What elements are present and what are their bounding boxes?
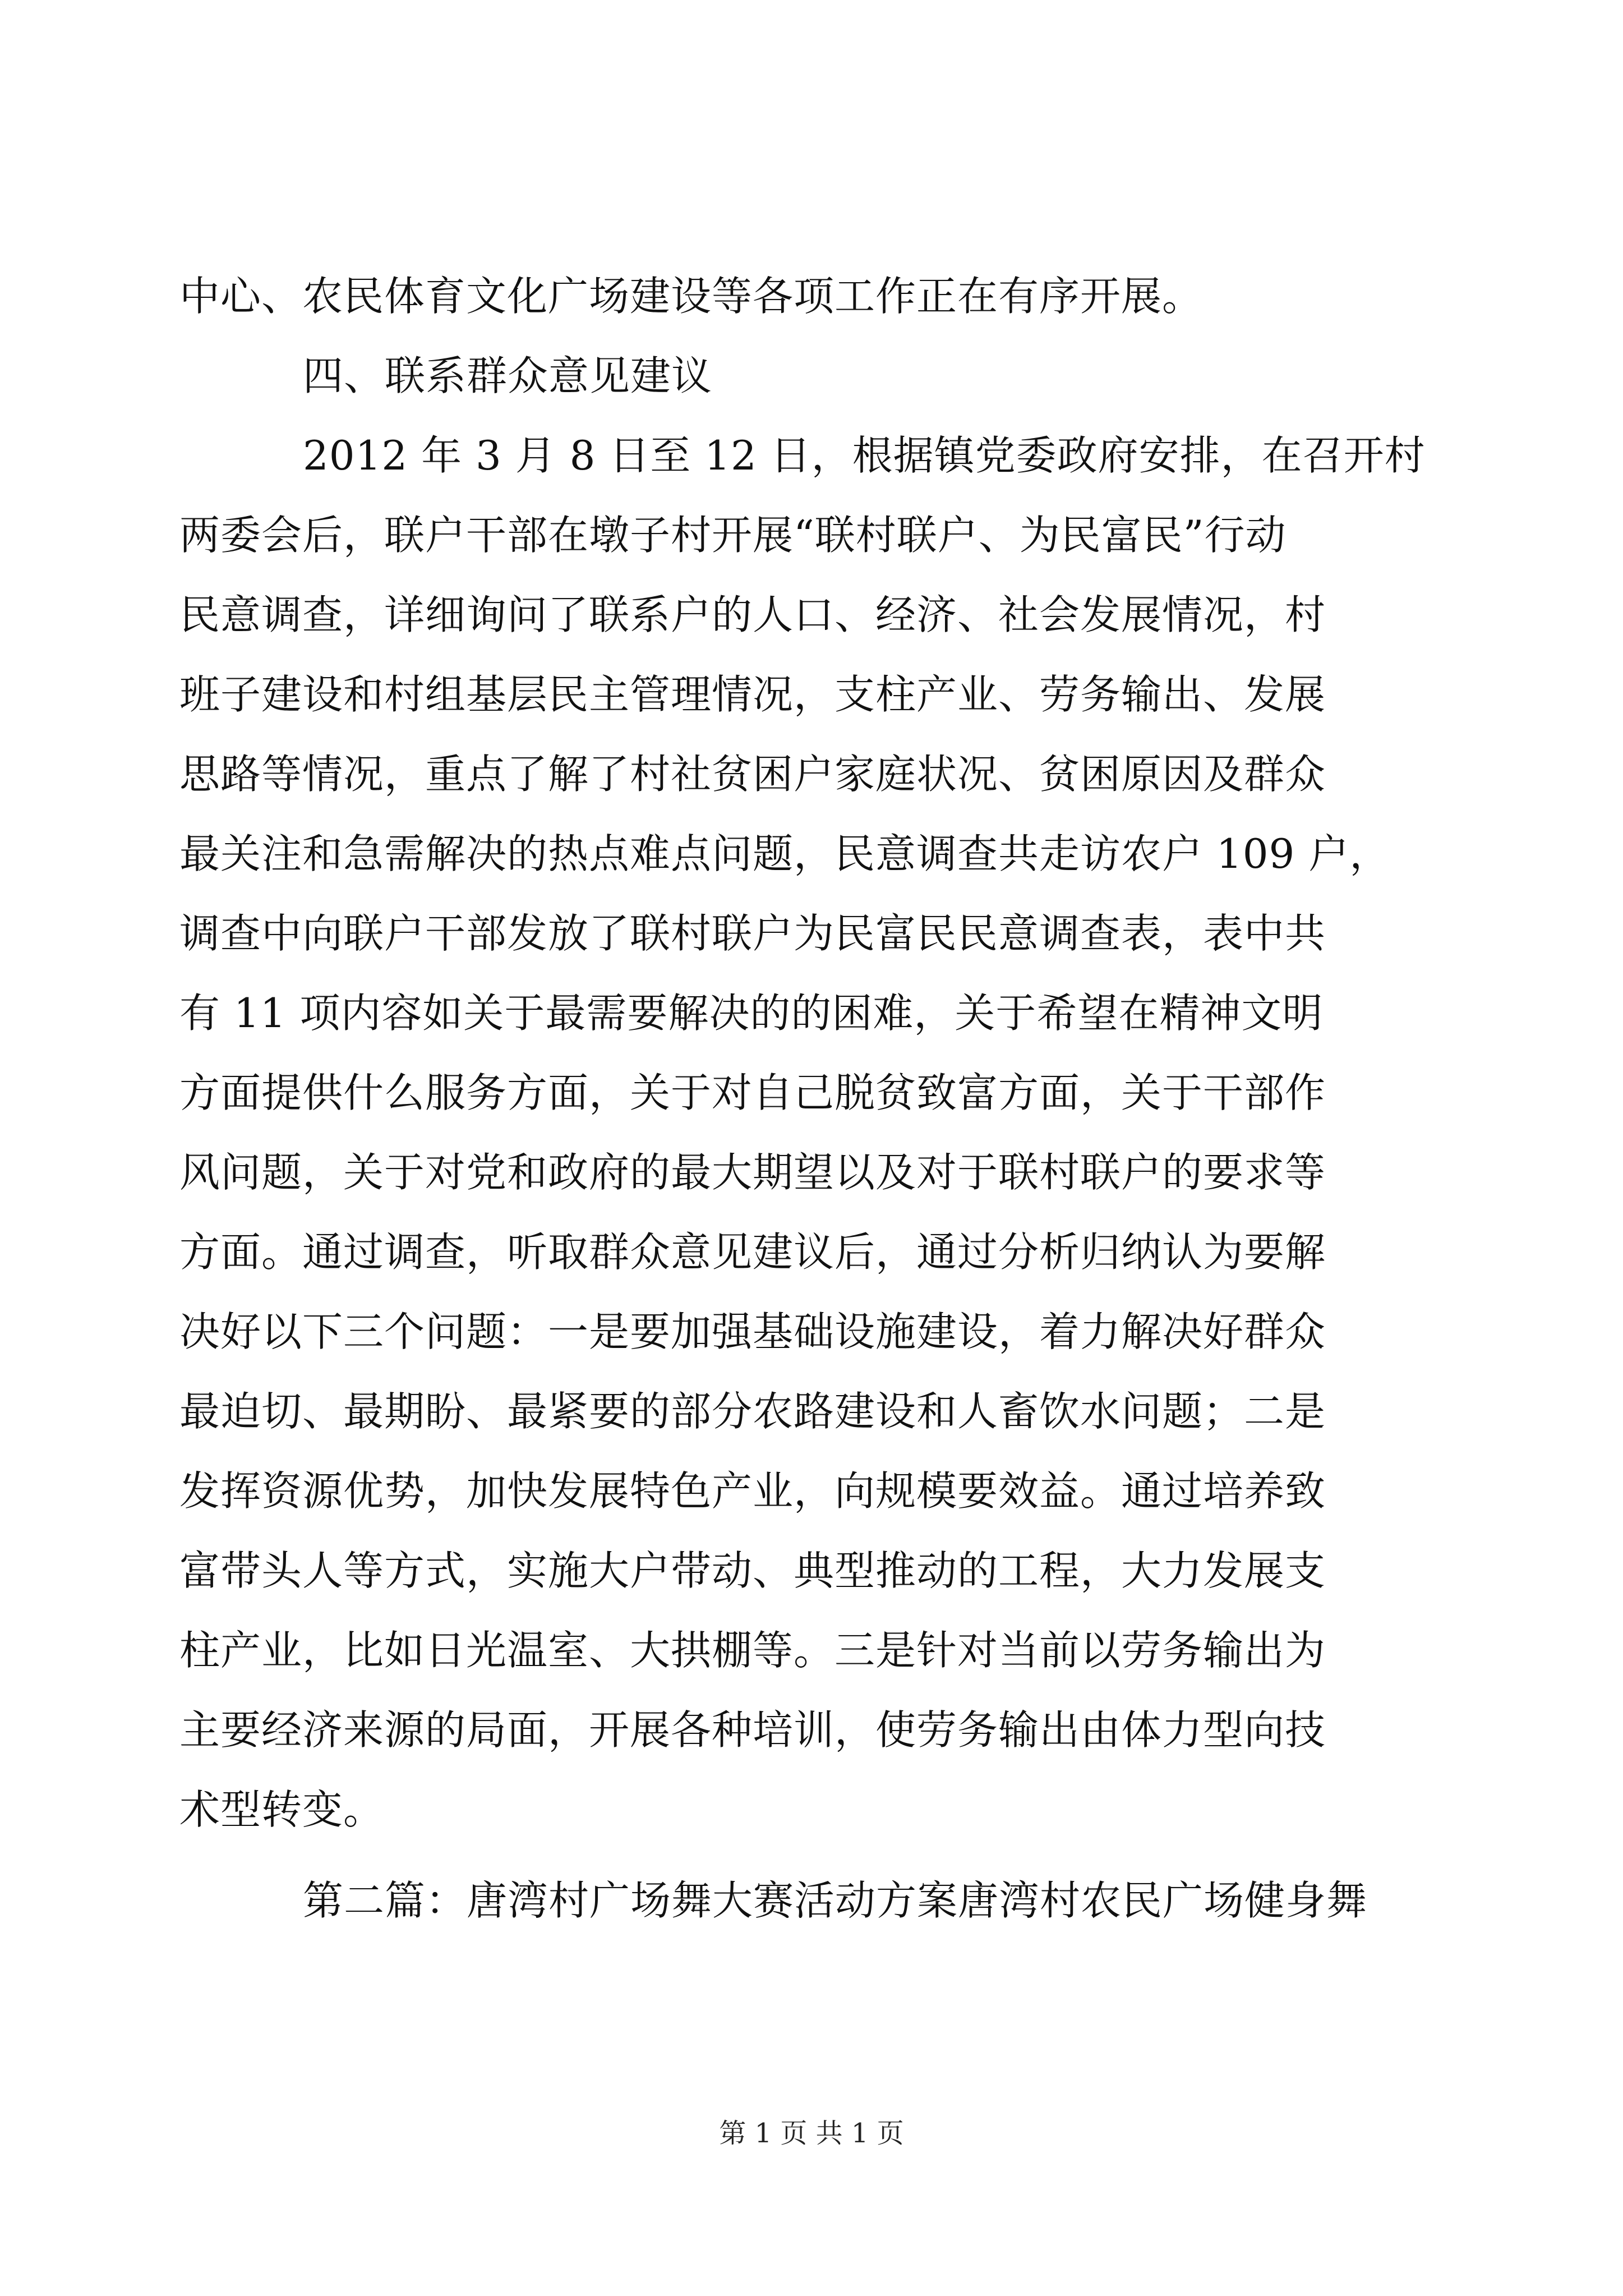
body-text-line: 民意调查，详细询问了联系户的人口、经济、社会发展情况，村 [179, 591, 1326, 638]
body-text-line: 柱产业，比如日光温室、大拱棚等。三是针对当前以劳务输出为 [179, 1627, 1326, 1674]
body-text-line: 决好以下三个问题：一是要加强基础设施建设，着力解决好群众 [179, 1308, 1326, 1355]
body-text-line: 富带头人等方式，实施大户带动、典型推动的工程，大力发展支 [179, 1547, 1326, 1594]
body-text-line: 班子建设和村组基层民主管理情况，支柱产业、劳务输出、发展 [179, 671, 1326, 718]
body-text-line: 方面提供什么服务方面，关于对自己脱贫致富方面，关于干部作 [179, 1069, 1326, 1116]
body-text-line: 发挥资源优势，加快发展特色产业，向规模要效益。通过培养致 [179, 1467, 1326, 1515]
body-text-line: 两委会后，联户干部在墩子村开展“联村联户、为民富民”行动 [179, 512, 1287, 559]
body-text-line: 有 11 项内容如关于最需要解决的的困难，关于希望在精神文明 [179, 990, 1324, 1037]
body-text-line: 最关注和急需解决的热点难点问题，民意调查共走访农户 109 户， [179, 830, 1391, 877]
body-text-line: 最迫切、最期盼、最紧要的部分农路建设和人畜饮水问题；二是 [179, 1388, 1326, 1435]
section-heading: 四、联系群众意见建议 [303, 352, 713, 399]
body-text-line: 方面。通过调查，听取群众意见建议后，通过分析归纳认为要解 [179, 1228, 1326, 1276]
body-text-line: 主要经济来源的局面，开展各种培训，使劳务输出由体力型向技 [179, 1706, 1326, 1754]
body-text-line: 中心、农民体育文化广场建设等各项工作正在有序开展。 [179, 273, 1204, 320]
body-text-line: 2012 年 3 月 8 日至 12 日，根据镇党委政府安排，在召开村 [303, 432, 1426, 479]
body-text-line: 思路等情况，重点了解了村社贫困户家庭状况、贫困原因及群众 [179, 751, 1326, 798]
body-text-line: 调查中向联户干部发放了联村联户为民富民民意调查表，表中共 [179, 910, 1326, 957]
page-footer: 第 1 页 共 1 页 [719, 2118, 904, 2149]
body-text-line: 风问题，关于对党和政府的最大期望以及对于联村联户的要求等 [179, 1149, 1326, 1196]
section-title-line: 第二篇：唐湾村广场舞大赛活动方案唐湾村农民广场健身舞 [303, 1877, 1368, 1924]
body-text-line: 术型转变。 [179, 1786, 385, 1833]
